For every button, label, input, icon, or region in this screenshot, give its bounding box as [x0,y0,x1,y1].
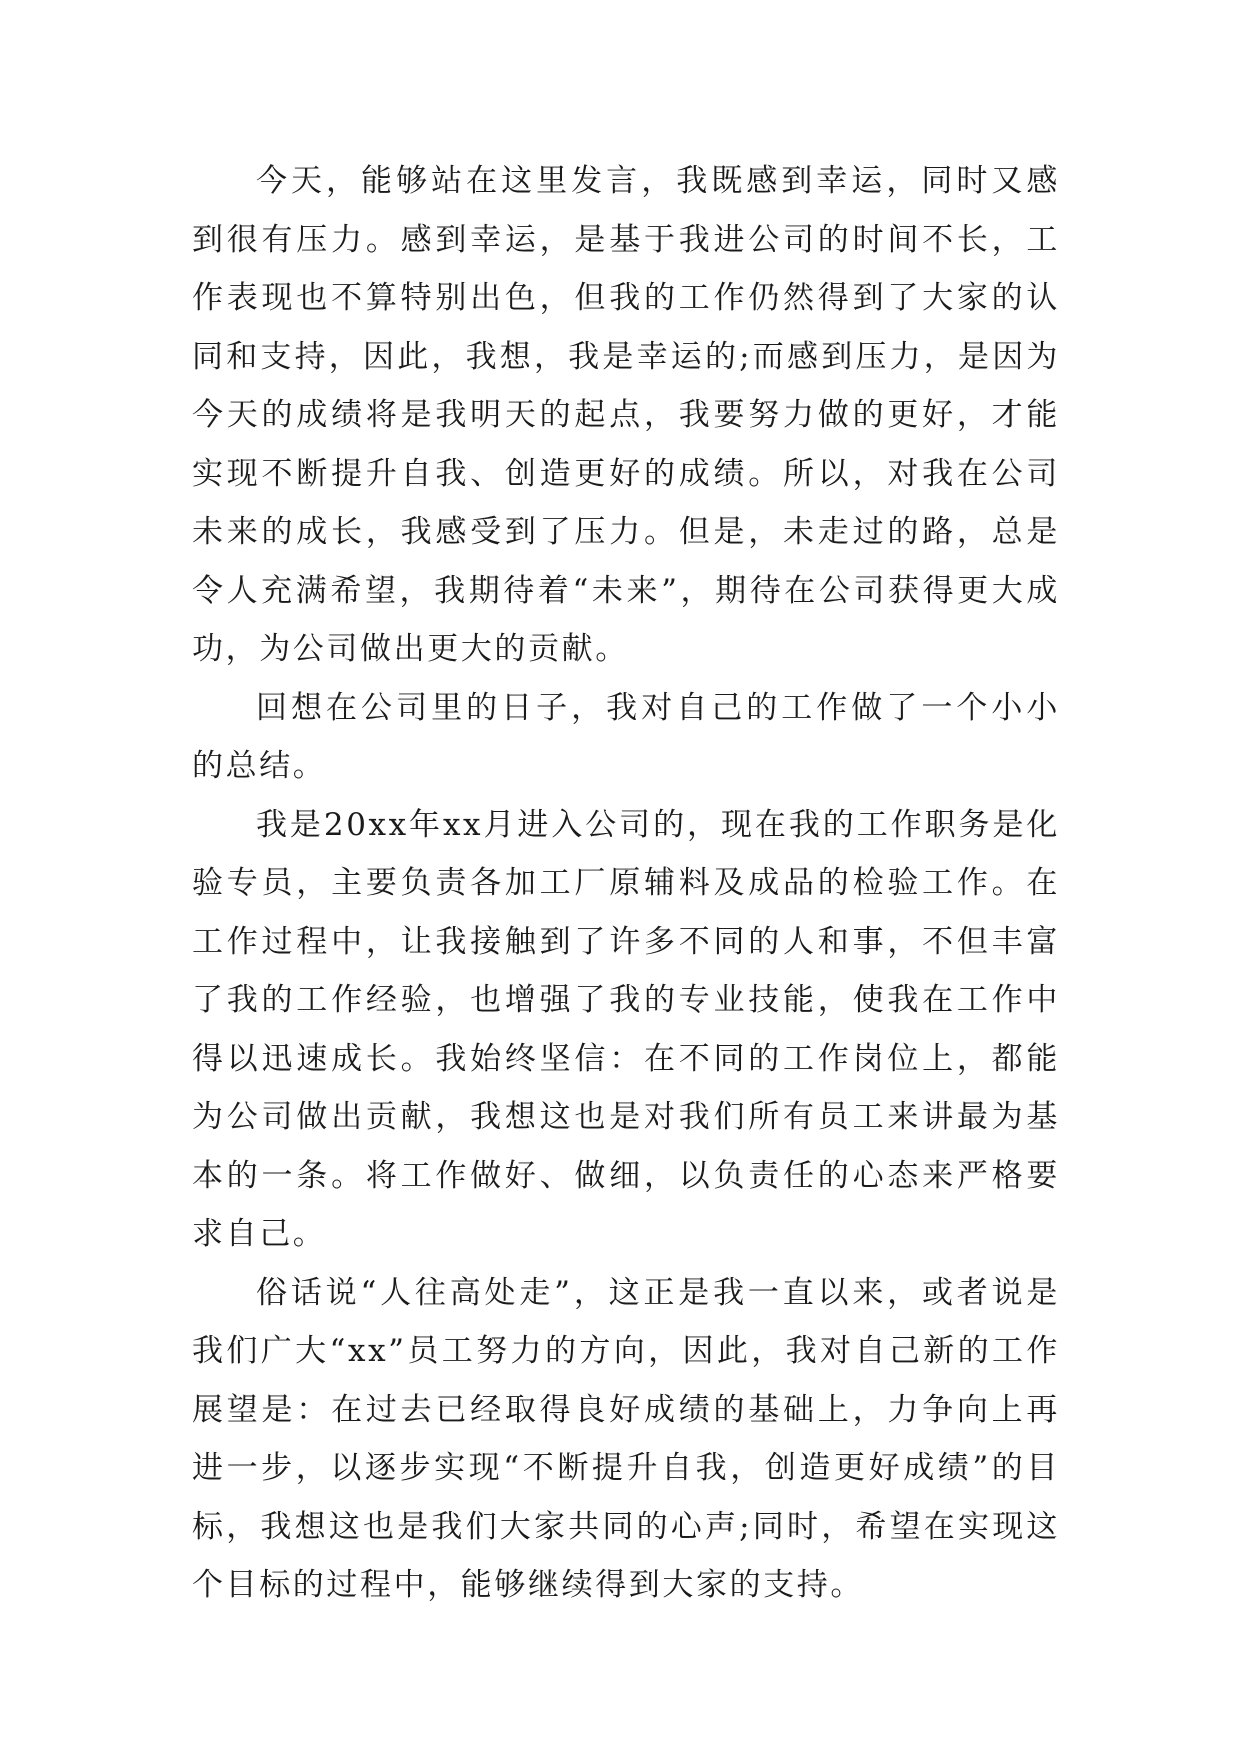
paragraph-4: 俗话说“人往高处走”，这正是我一直以来，或者说是我们广大“xx”员工努力的方向，因此，我对自己新的工作展望是：在过去已经取得良好成绩的基础上，力争向上再进一步，以逐步实现“不断提升自我，创造更好成绩”的目标，我想这也是我们大家共同的心声;同时，希望在实现这个目标的过程中，能够继续得到大家的支持。 [192,1274,1060,1603]
paragraph-2: 回想在公司里的日子，我对自己的工作做了一个小小的总结。 [192,689,1060,784]
paragraph-1: 今天，能够站在这里发言，我既感到幸运，同时又感到很有压力。感到幸运，是基于我进公司的时间不长，工作表现也不算特别出色，但我的工作仍然得到了大家的认同和支持，因此，我想，我是幸运的;而感到压力，是因为今天的成绩将是我明天的起点，我要努力做的更好，才能实现不断提升自我、创造更好的成绩。所以，对我在公司未来的成长，我感受到了压力。但是，未走过的路，总是令人充满希望，我期待着“未来”，期待在公司获得更大成功，为公司做出更大的贡献。 [192,163,1060,667]
document-body [192,152,1060,1615]
paragraph-3: 我是20xx年xx月进入公司的，现在我的工作职务是化验专员，主要负责各加工厂原辅料及成品的检验工作。在工作过程中，让我接触到了许多不同的人和事，不但丰富了我的工作经验，也增强了我的专业技能，使我在工作中得以迅速成长。我始终坚信：在不同的工作岗位上，都能为公司做出贡献，我想这也是对我们所有员工来讲最为基本的一条。将工作做好、做细，以负责任的心态来严格要求自己。 [192,806,1060,1252]
